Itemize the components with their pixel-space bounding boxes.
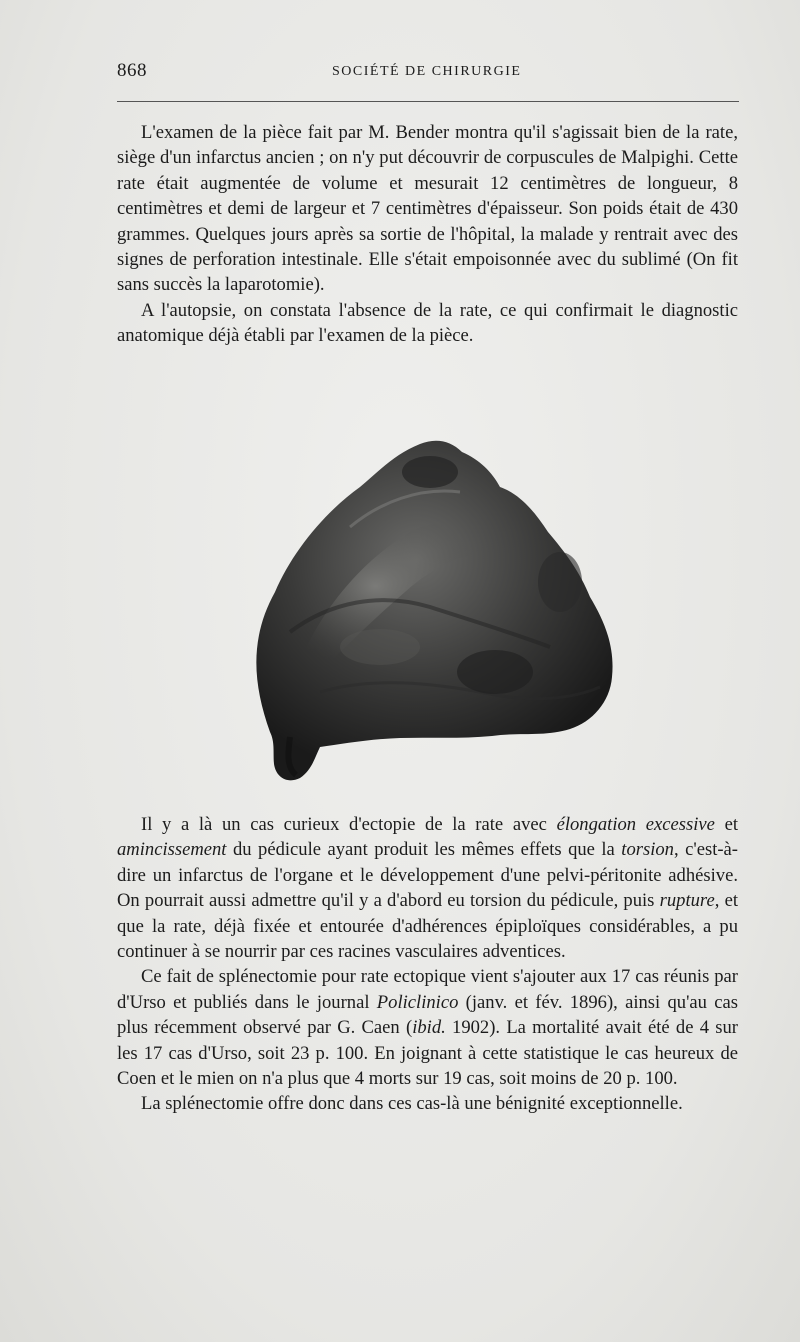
text-span: , et que la rate, déjà fixée et entourée d'adhérences épiploïques considérables, a pu continuer à se nourrir par ces racines vasculaires adventices. [117,890,738,963]
running-head: SOCIÉTÉ DE CHIRURGIE [332,64,522,79]
paragraph: A l'autopsie, on constata l'absence de la rate, ce qui confirmait le diagnostic anatomique déjà établi par l'examen de la pièce. [117,299,738,347]
italic-term: amincissement [117,839,227,861]
text-span: (janv. et fév. 1896), ainsi qu'au cas plus récemment observé par G. Caen ( [117,991,738,1039]
paragraph: L'examen de la pièce fait par M. Bender montra qu'il s'agissait bien de la rate, siège d'un infarctus ancien ; on n'y put découvrir de corpuscules de Malpighi. Cette rate était augmentée de volume et mesurait 12 centimètres de longueur, 8 centimètres et demi de largeur et 7 centimètres d'épaisseur. Son poids était de 430 grammes. Quelques jours après sa sortie de l'hôpital, la malade y rentrait avec des signes de perforation intestinale. Elle s'était empoisonnée avec du sublimé (On fit sans succès la laparotomie). [117,122,738,296]
page-header [117,60,737,88]
spleen-specimen-icon [230,432,630,788]
paragraph: La splénectomie offre donc dans ces cas-là une bénignité exceptionnelle. [141,1093,683,1115]
paragraph [117,964,738,1091]
header-rule [117,101,739,102]
journal-title: Policlinico [376,991,459,1013]
text-span: du pédicule ayant produit les mêmes effets que la [226,839,622,861]
text-span: Il y a là un cas curieux d'ectopie de la rate avec [141,814,557,835]
text-span: , c'est-à-dire un infarctus de l'organe et le développement d'une pelvi-péritonite adhésive. On pourrait aussi admettre qu'il y a d'abord eu torsion du pédicule, puis [117,839,738,912]
page-number: 868 [117,60,147,81]
spleen-specimen-figure [230,432,630,788]
paragraph [117,812,738,964]
text-span: et [714,814,739,835]
italic-term: ibid. [412,1017,446,1039]
text-block-bottom [117,812,738,1117]
italic-term: torsion [621,839,674,861]
text-span: Ce fait de splénectomie pour rate ectopique vient s'ajouter aux 17 cas réunis par d'Urso et publiés dans le journal [117,966,738,1013]
italic-term: rupture [659,890,715,912]
text-span: 1902). La mortalité avait été de 4 sur les 17 cas d'Urso, soit 23 p. 100. En joignant à cette statistique le cas heureux de Coen et le mien on n'a plus que 4 morts sur 19 cas, soit moins de 20 p. 100. [117,1017,738,1090]
text-block-top [117,120,738,349]
italic-term: élongation excessive [556,814,715,835]
